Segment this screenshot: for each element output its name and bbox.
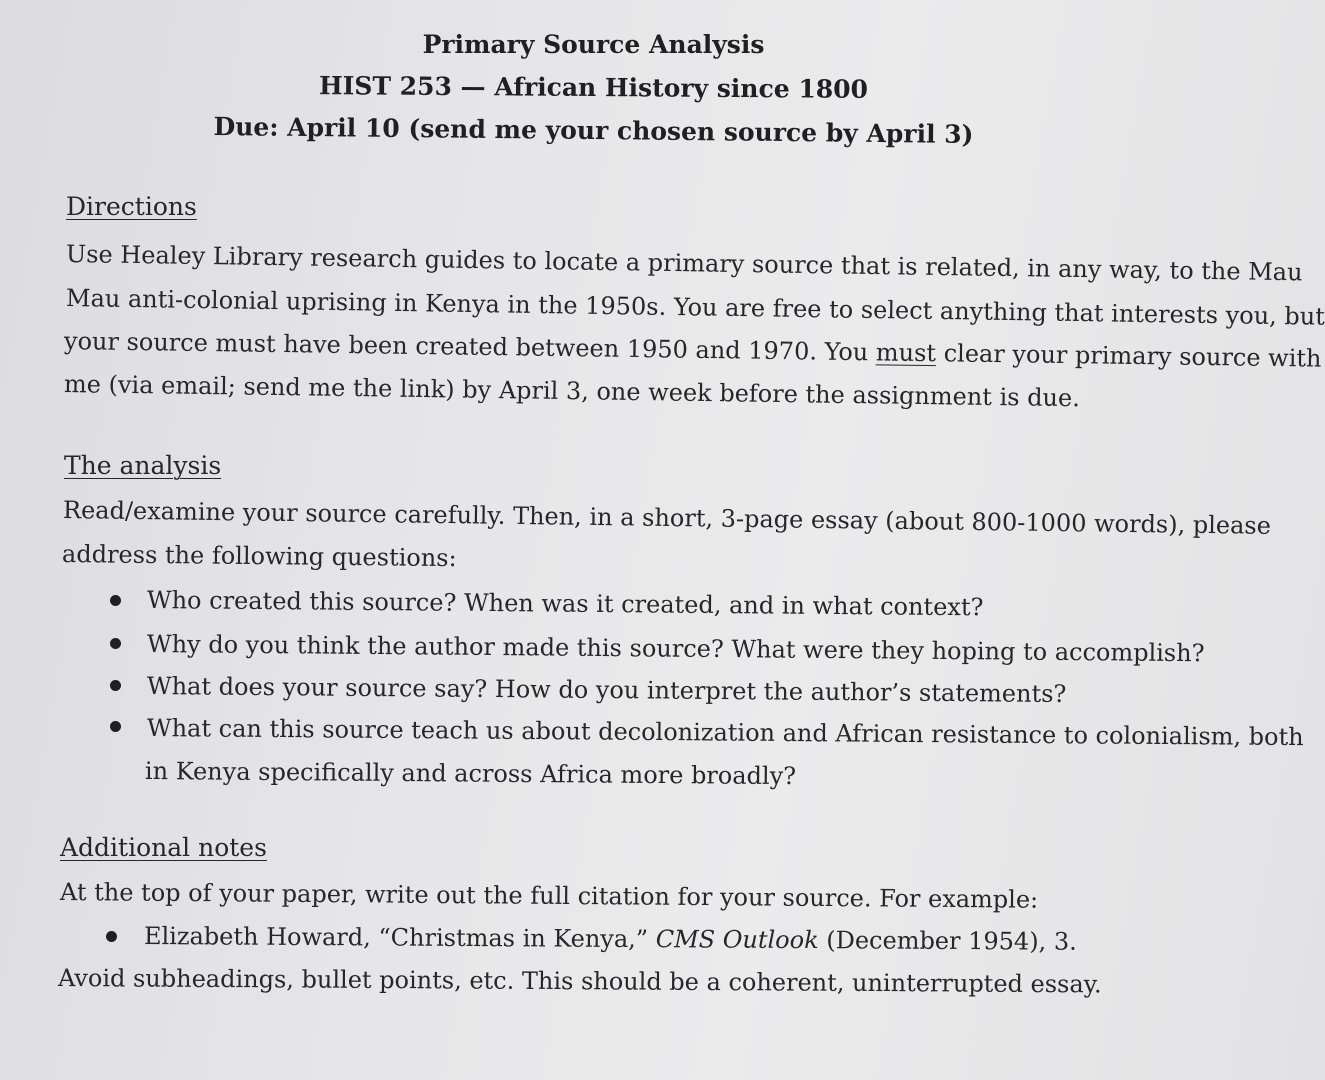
must-emphasis: must: [875, 338, 937, 368]
document-title: Primary Source Analysis: [422, 30, 765, 59]
directions-line-2: Mau anti-colonial uprising in Kenya in the 1950s. You are free to select anything that interests you, but: [65, 284, 1325, 331]
analysis-line-1: Read/examine your source carefully. Then, in a short, 3-page essay (about 800-1000 words), please: [62, 496, 1272, 540]
analysis-heading: The analysis: [64, 451, 222, 480]
bullet-icon: [106, 931, 117, 942]
bullet-icon: [110, 680, 121, 691]
question-3: What does your source say? How do you interpret the author’s statements?: [146, 672, 1067, 709]
directions-line-4: me (via email; send me the link) by April 3, one week before the assignment is due.: [63, 370, 1081, 413]
directions-line-3: [64, 327, 1322, 373]
bullet-icon: [110, 638, 121, 649]
due-date: Due: April 10 (send me your chosen source by April 3): [213, 112, 974, 149]
question-4-line-2: in Kenya specifically and across Africa more broadly?: [144, 757, 797, 791]
analysis-line-2: address the following questions:: [61, 540, 457, 573]
citation-example: [144, 922, 1077, 956]
directions-line-1: Use Healey Library research guides to locate a primary source that is related, in any way, to the Mau: [65, 240, 1303, 287]
notes-heading: Additional notes: [60, 833, 267, 862]
question-1: Who created this source? When was it created, and in what context?: [146, 586, 984, 622]
course-title: HIST 253 — African History since 1800: [318, 71, 869, 104]
notes-line-2: Avoid subheadings, bullet points, etc. This should be a coherent, uninterrupted essay.: [57, 964, 1102, 999]
citation-date-page: (December 1954), 3.: [818, 926, 1077, 956]
directions-line-3-end: clear your primary source with: [935, 339, 1322, 373]
question-2: Why do you think the author made this source? What were they hoping to accomplish?: [146, 630, 1205, 668]
directions-line-3-start: your source must have been created between 1950 and 1970. You: [63, 327, 877, 367]
directions-heading: Directions: [66, 192, 197, 221]
citation-publication: CMS Outlook: [655, 925, 819, 955]
notes-line-1: At the top of your paper, write out the full citation for your source. For example:: [59, 878, 1039, 914]
bullet-icon: [110, 595, 121, 606]
bullet-icon: [110, 721, 121, 732]
citation-author-title: Elizabeth Howard, “Christmas in Kenya,”: [143, 922, 656, 954]
question-4-line-1: What can this source teach us about decolonization and African resistance to colonialism, both: [146, 714, 1304, 752]
